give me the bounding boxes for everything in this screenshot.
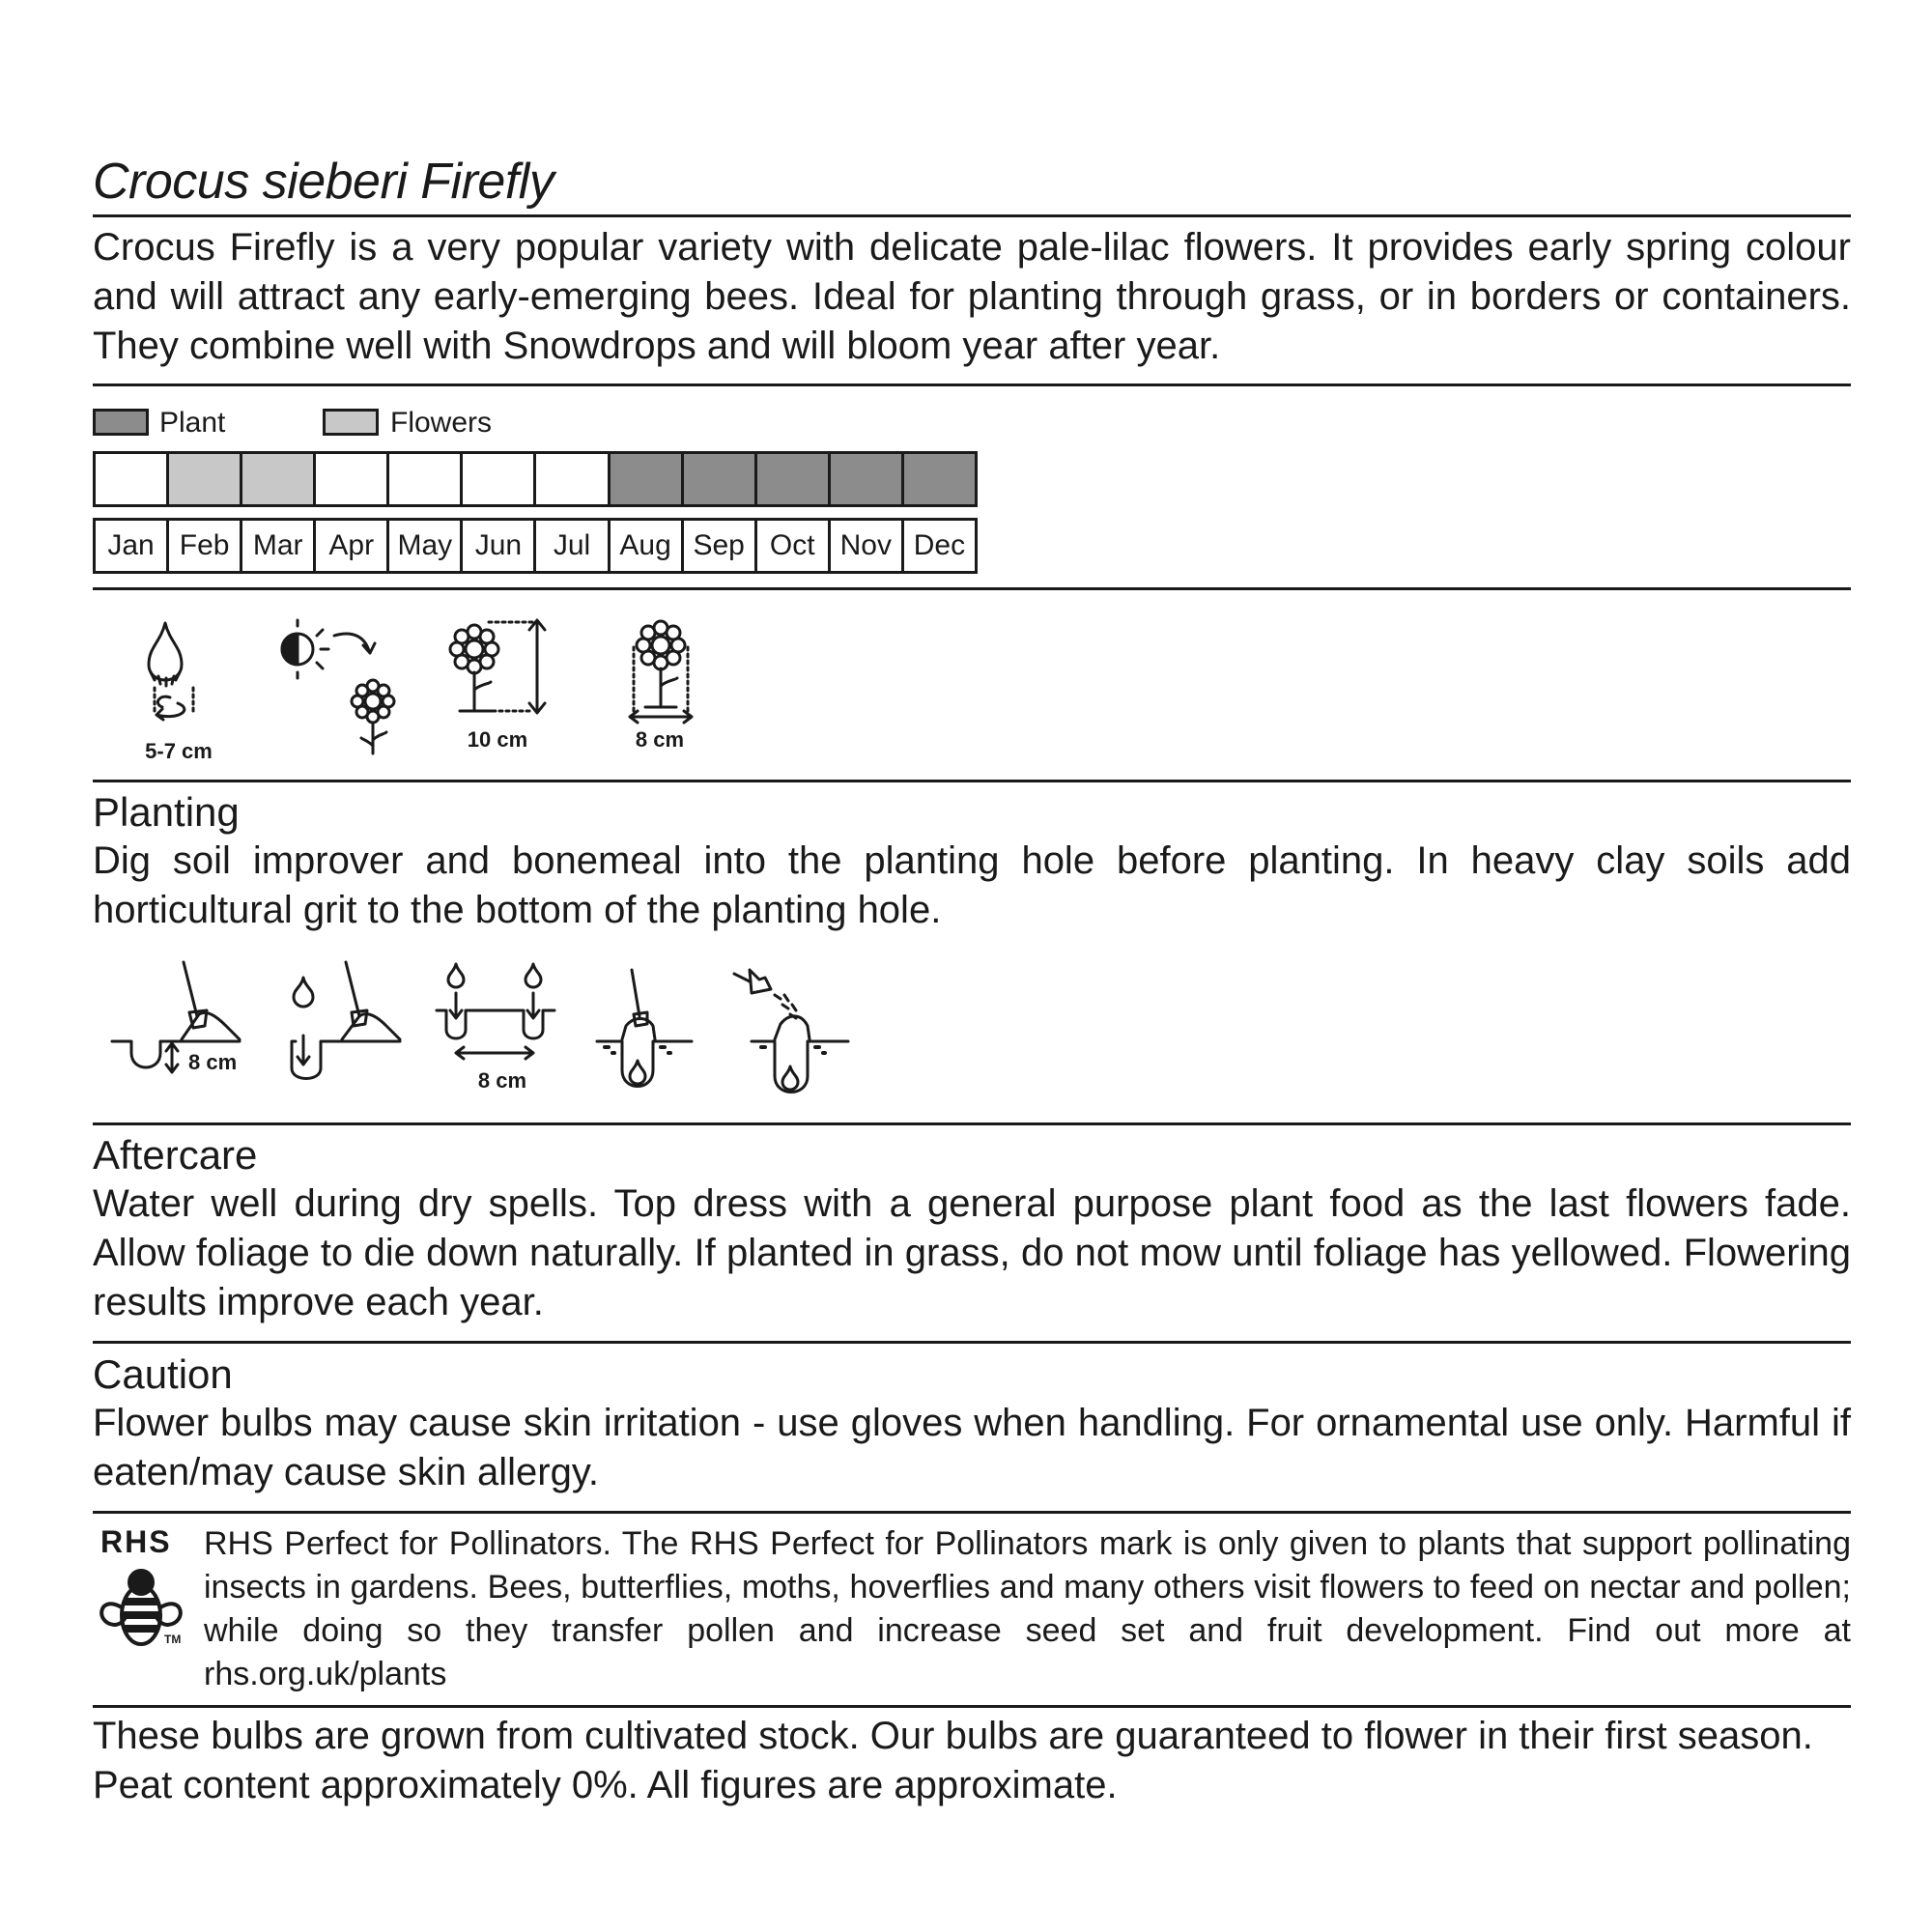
planting-text: Dig soil improver and bonemeal into the planting hole before planting. In heavy clay soils add horticultural grit to the bottom of the planting hole.	[93, 839, 1851, 931]
divider	[93, 1122, 1851, 1125]
place-bulb-icon	[292, 962, 400, 1079]
rhs-trademark: TM	[164, 1633, 182, 1646]
planting-calendar	[93, 451, 978, 507]
month-label-dec: Dec	[913, 529, 966, 561]
footer-text: These bulbs are grown from cultivated stock. Our bulbs are guaranteed to flower in their first season. Peat content approximately 0%. All figures are approximate.	[93, 1715, 1813, 1806]
calendar-cell-sep	[684, 454, 757, 504]
plant-spacing-icon	[630, 621, 692, 723]
description: Crocus Firefly is a very popular variety with delicate pale-lilac flowers. It provides early spring colour and will attract any early-emerging bees. Ideal for planting through grass, or in borders or containers. They combine well with Snowdrops and will bloom year after year.	[93, 226, 1851, 367]
calendar-cell-jan	[96, 454, 169, 504]
legend-flowers-label: Flowers	[390, 407, 493, 439]
month-labels	[93, 518, 978, 574]
planting-heading: Planting	[93, 789, 240, 835]
month-label-jan: Jan	[96, 521, 169, 571]
calendar-cell-oct	[757, 454, 831, 504]
month-label-mar: Mar	[242, 521, 316, 571]
calendar-cell-feb	[169, 454, 242, 504]
calendar-cell-dec	[904, 454, 975, 504]
month-label-nov: Nov	[831, 521, 904, 571]
rhs-link[interactable]: rhs.org.uk/plants	[204, 1656, 447, 1692]
month-label-feb: Feb	[169, 521, 242, 571]
caution-text: Flower bulbs may cause skin irritation - use gloves when handling. For ornamental use only. Harmful if eaten/may cause skin allergy.	[93, 1402, 1851, 1493]
aftercare-heading: Aftercare	[93, 1132, 258, 1178]
divider	[93, 1705, 1851, 1708]
calendar-cell-jun	[463, 454, 536, 504]
caution-heading: Caution	[93, 1351, 233, 1397]
month-label-sep: Sep	[684, 521, 757, 571]
calendar-cell-mar	[242, 454, 316, 504]
legend-flowers-swatch	[323, 409, 379, 436]
month-label-may: May	[389, 521, 463, 571]
sun-partial-shade-icon	[282, 620, 394, 753]
month-label-apr: Apr	[316, 521, 389, 571]
plant-spacing-label: 8 cm	[635, 727, 685, 752]
bulb-depth-icon	[149, 623, 193, 720]
calendar-cell-jul	[536, 454, 610, 504]
plant-height-icon	[450, 620, 545, 713]
plant-title: Crocus sieberi Firefly	[93, 154, 554, 210]
rhs-body: . The RHS Perfect for Pollinators mark is only given to plants that support pollinating insects in gardens. Bees, butterflies, moths, hoverflies and many others visit flowers to feed on nectar and pollen; while doing so they transfer pollen and increase seed set and fruit development. Find out more at	[204, 1525, 1851, 1649]
rhs-title: RHS Perfect for Pollinators	[204, 1525, 603, 1562]
legend-plant-swatch	[93, 409, 149, 436]
calendar-cell-aug	[611, 454, 684, 504]
calendar-cell-apr	[316, 454, 389, 504]
month-label-aug: Aug	[611, 521, 684, 571]
month-label-jun: Jun	[463, 521, 536, 571]
backfill-icon	[597, 970, 692, 1087]
bulb-depth-label: 5-7 cm	[145, 739, 213, 763]
rhs-logo-text: RHS	[100, 1524, 172, 1559]
calendar-cell-may	[389, 454, 463, 504]
rhs-description	[204, 1522, 1851, 1696]
calendar-cell-nov	[831, 454, 904, 504]
divider	[93, 780, 1851, 782]
planting-spacing-label: 8 cm	[477, 1068, 527, 1093]
divider	[93, 587, 1851, 590]
divider	[93, 1511, 1851, 1514]
planting-depth-label: 8 cm	[188, 1050, 238, 1074]
month-label-oct: Oct	[757, 521, 831, 571]
month-label-jul: Jul	[536, 521, 610, 571]
divider	[93, 214, 1851, 217]
bulb-spacing-icon	[437, 964, 554, 1059]
divider	[93, 384, 1851, 386]
aftercare-text: Water well during dry spells. Top dress with a general purpose plant food as the last flowers fade. Allow foliage to die down naturally. If planted in grass, do not mow until foliage has yellowed. Flowering results improve each year.	[93, 1182, 1851, 1323]
water-icon	[734, 970, 848, 1093]
plant-height-label: 10 cm	[467, 727, 528, 752]
legend-plant-label: Plant	[159, 407, 226, 439]
divider	[93, 1341, 1851, 1344]
